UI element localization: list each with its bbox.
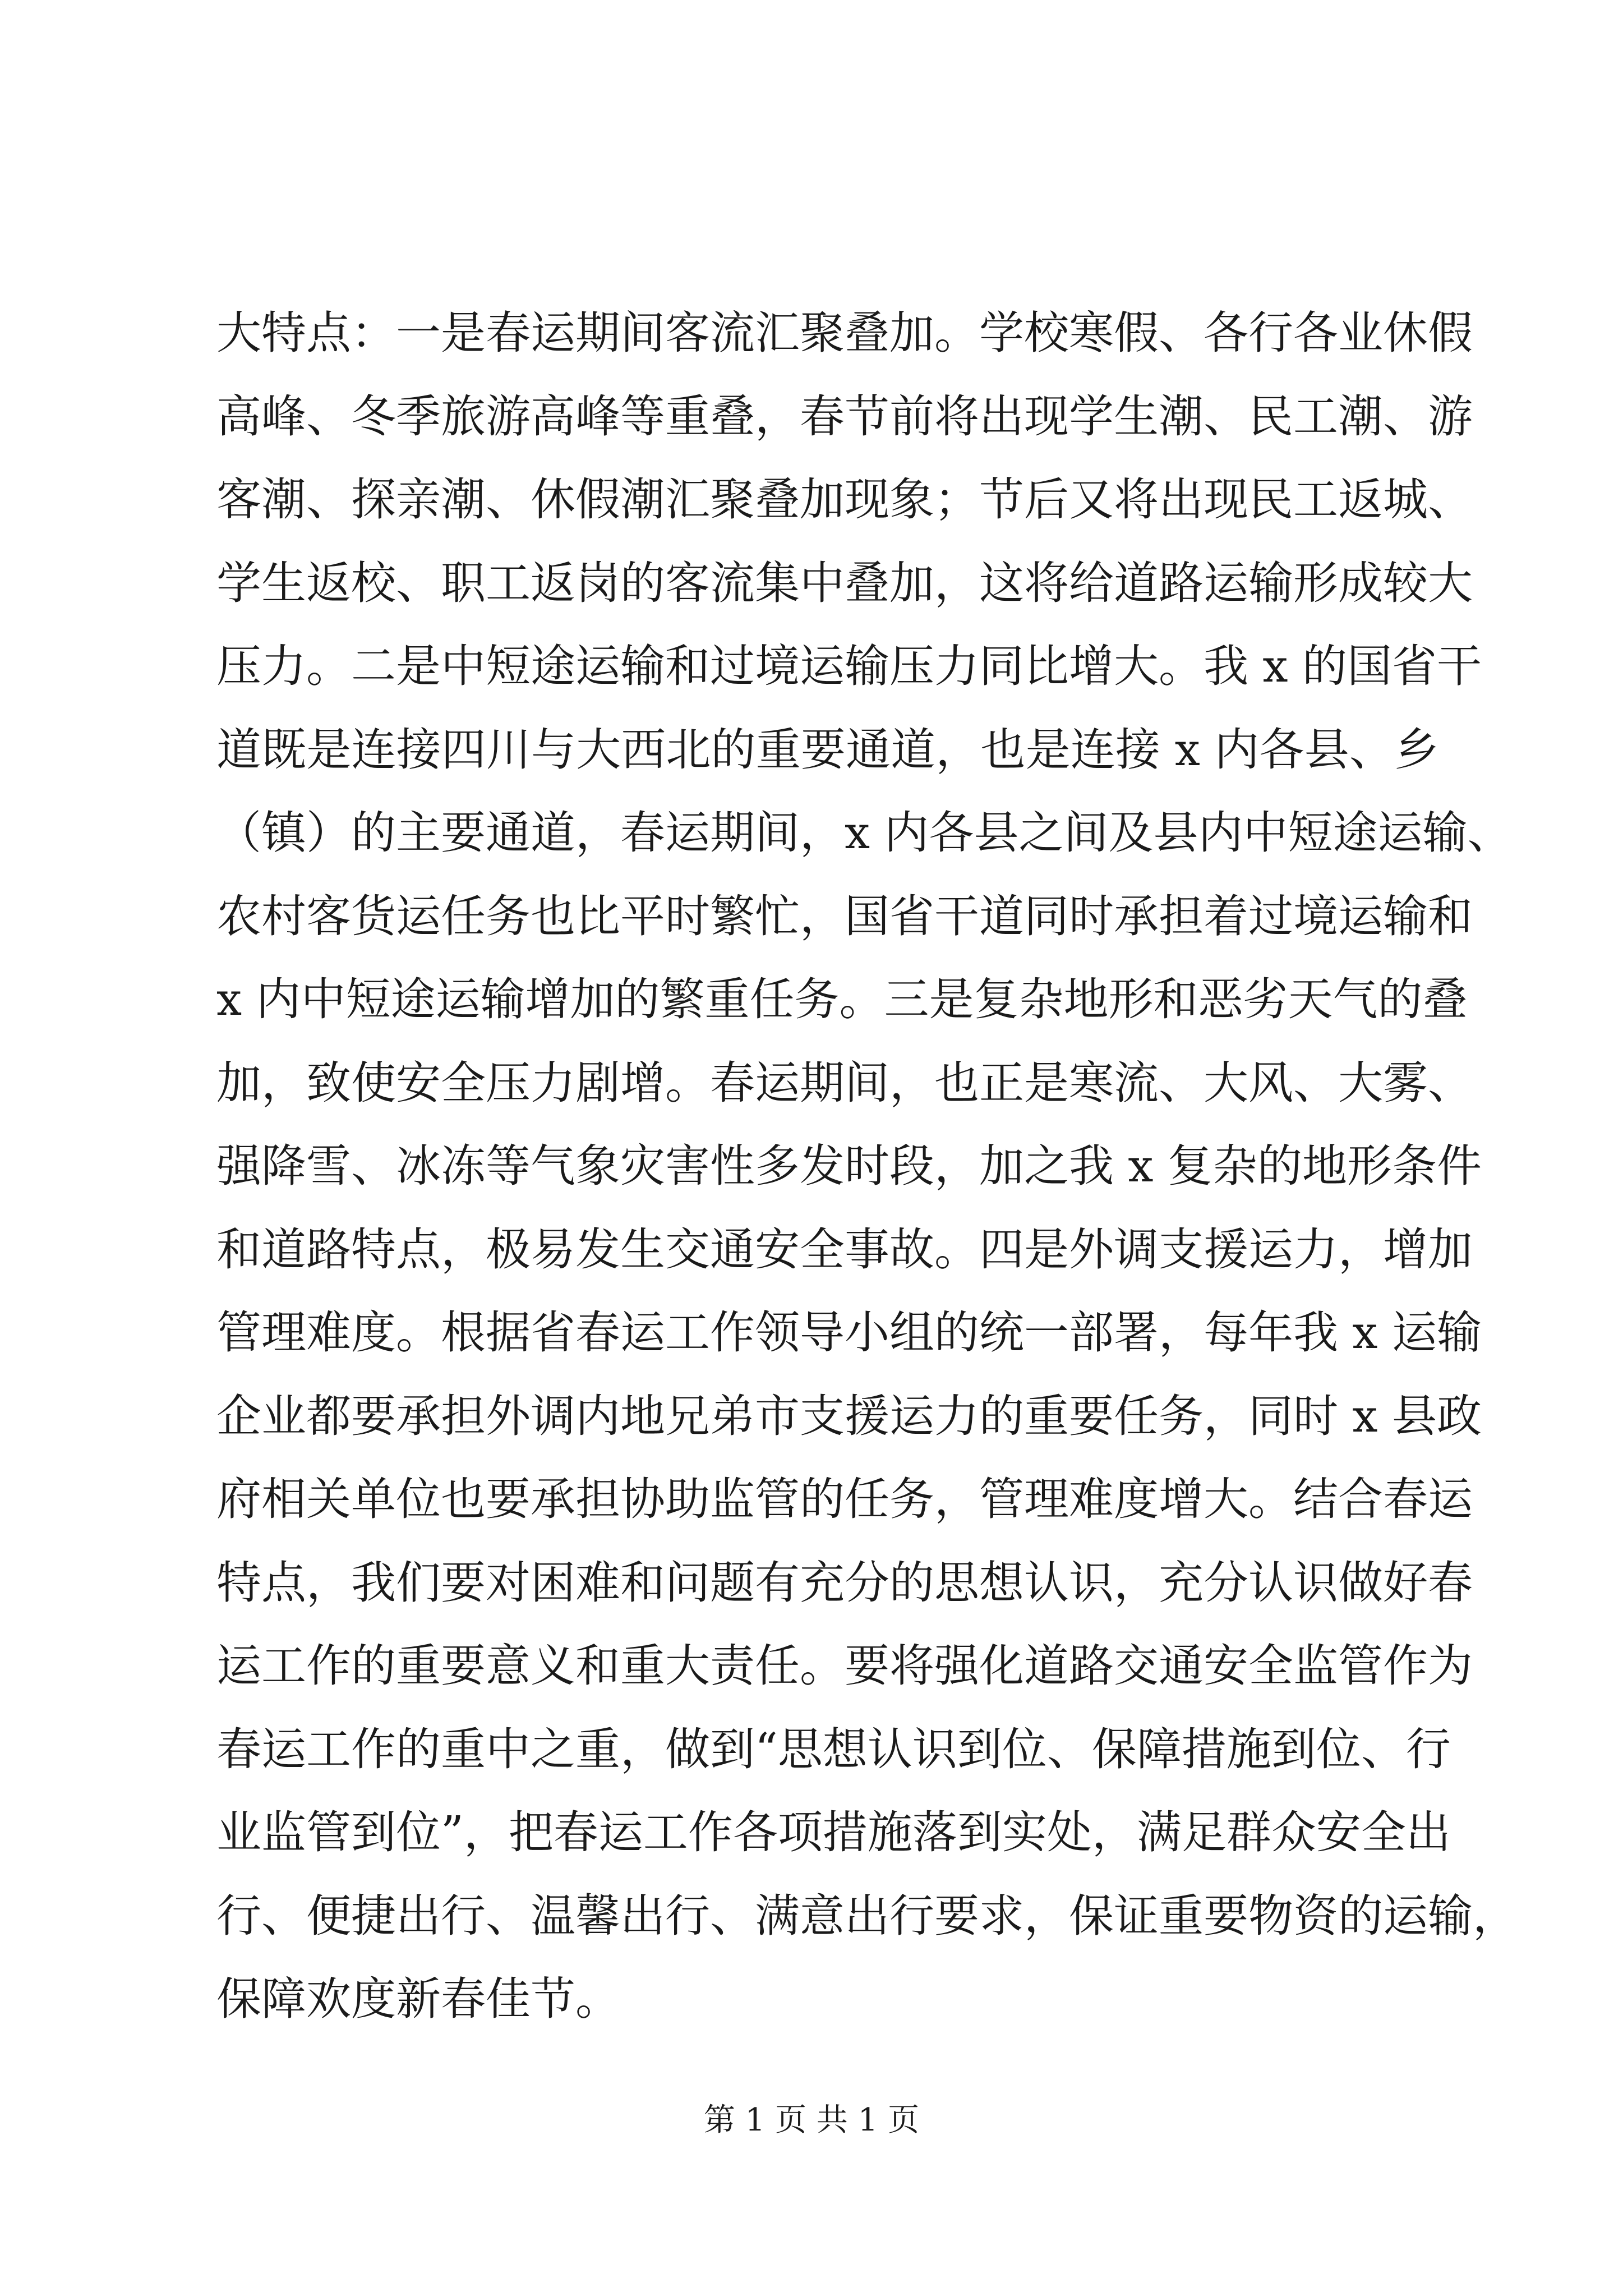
paragraph-line: 强降雪、冰冻等气象灾害性多发时段，加之我 x 复杂的地形条件 bbox=[216, 1140, 1482, 1192]
paragraph-line: 保障欢度新春佳节。 bbox=[216, 1973, 620, 2025]
paragraph-line: 运工作的重要意义和重大责任。要将强化道路交通安全监管作为 bbox=[216, 1640, 1473, 1692]
paragraph-line: 和道路特点，极易发生交通安全事故。四是外调支援运力，增加 bbox=[216, 1223, 1473, 1276]
paragraph-line: （镇）的主要通道，春运期间，x 内各县之间及县内中短途运输、 bbox=[216, 807, 1513, 859]
paragraph-line: 学生返校、职工返岗的客流集中叠加，这将给道路运输形成较大 bbox=[216, 556, 1473, 609]
paragraph-line: 大特点：一是春运期间客流汇聚叠加。学校寒假、各行各业休假 bbox=[216, 307, 1473, 359]
paragraph-line: 管理难度。根据省春运工作领导小组的统一部署，每年我 x 运输 bbox=[216, 1306, 1482, 1359]
paragraph-line: 府相关单位也要承担协助监管的任务，管理难度增大。结合春运 bbox=[216, 1473, 1473, 1525]
body-paragraph bbox=[216, 292, 1518, 2041]
paragraph-line: 压力。二是中短途运输和过境运输压力同比增大。我 x 的国省干 bbox=[216, 640, 1482, 692]
page-footer: 第 1 页 共 1 页 bbox=[703, 2102, 920, 2138]
paragraph-line: x 内中短途运输增加的繁重任务。三是复杂地形和恶劣天气的叠 bbox=[216, 973, 1468, 1025]
paragraph-line: 春运工作的重中之重，做到“思想认识到位、保障措施到位、行 bbox=[216, 1723, 1451, 1775]
paragraph-line: 企业都要承担外调内地兄弟市支援运力的重要任务，同时 x 县政 bbox=[216, 1389, 1482, 1442]
paragraph-line: 客潮、探亲潮、休假潮汇聚叠加现象；节后又将出现民工返城、 bbox=[216, 473, 1473, 526]
paragraph-line: 行、便捷出行、温馨出行、满意出行要求，保证重要物资的运输， bbox=[216, 1889, 1518, 1942]
paragraph-line: 高峰、冬季旅游高峰等重叠，春节前将出现学生潮、民工潮、游 bbox=[216, 390, 1473, 443]
paragraph-line: 业监管到位”，把春运工作各项措施落到实处，满足群众安全出 bbox=[216, 1806, 1451, 1858]
paragraph-line: 加，致使安全压力剧增。春运期间，也正是寒流、大风、大雾、 bbox=[216, 1056, 1473, 1109]
paragraph-line: 道既是连接四川与大西北的重要通道，也是连接 x 内各县、乡 bbox=[216, 723, 1439, 776]
paragraph-line: 特点，我们要对困难和问题有充分的思想认识，充分认识做好春 bbox=[216, 1556, 1473, 1609]
paragraph-line: 农村客货运任务也比平时繁忙，国省干道同时承担着过境运输和 bbox=[216, 890, 1473, 942]
